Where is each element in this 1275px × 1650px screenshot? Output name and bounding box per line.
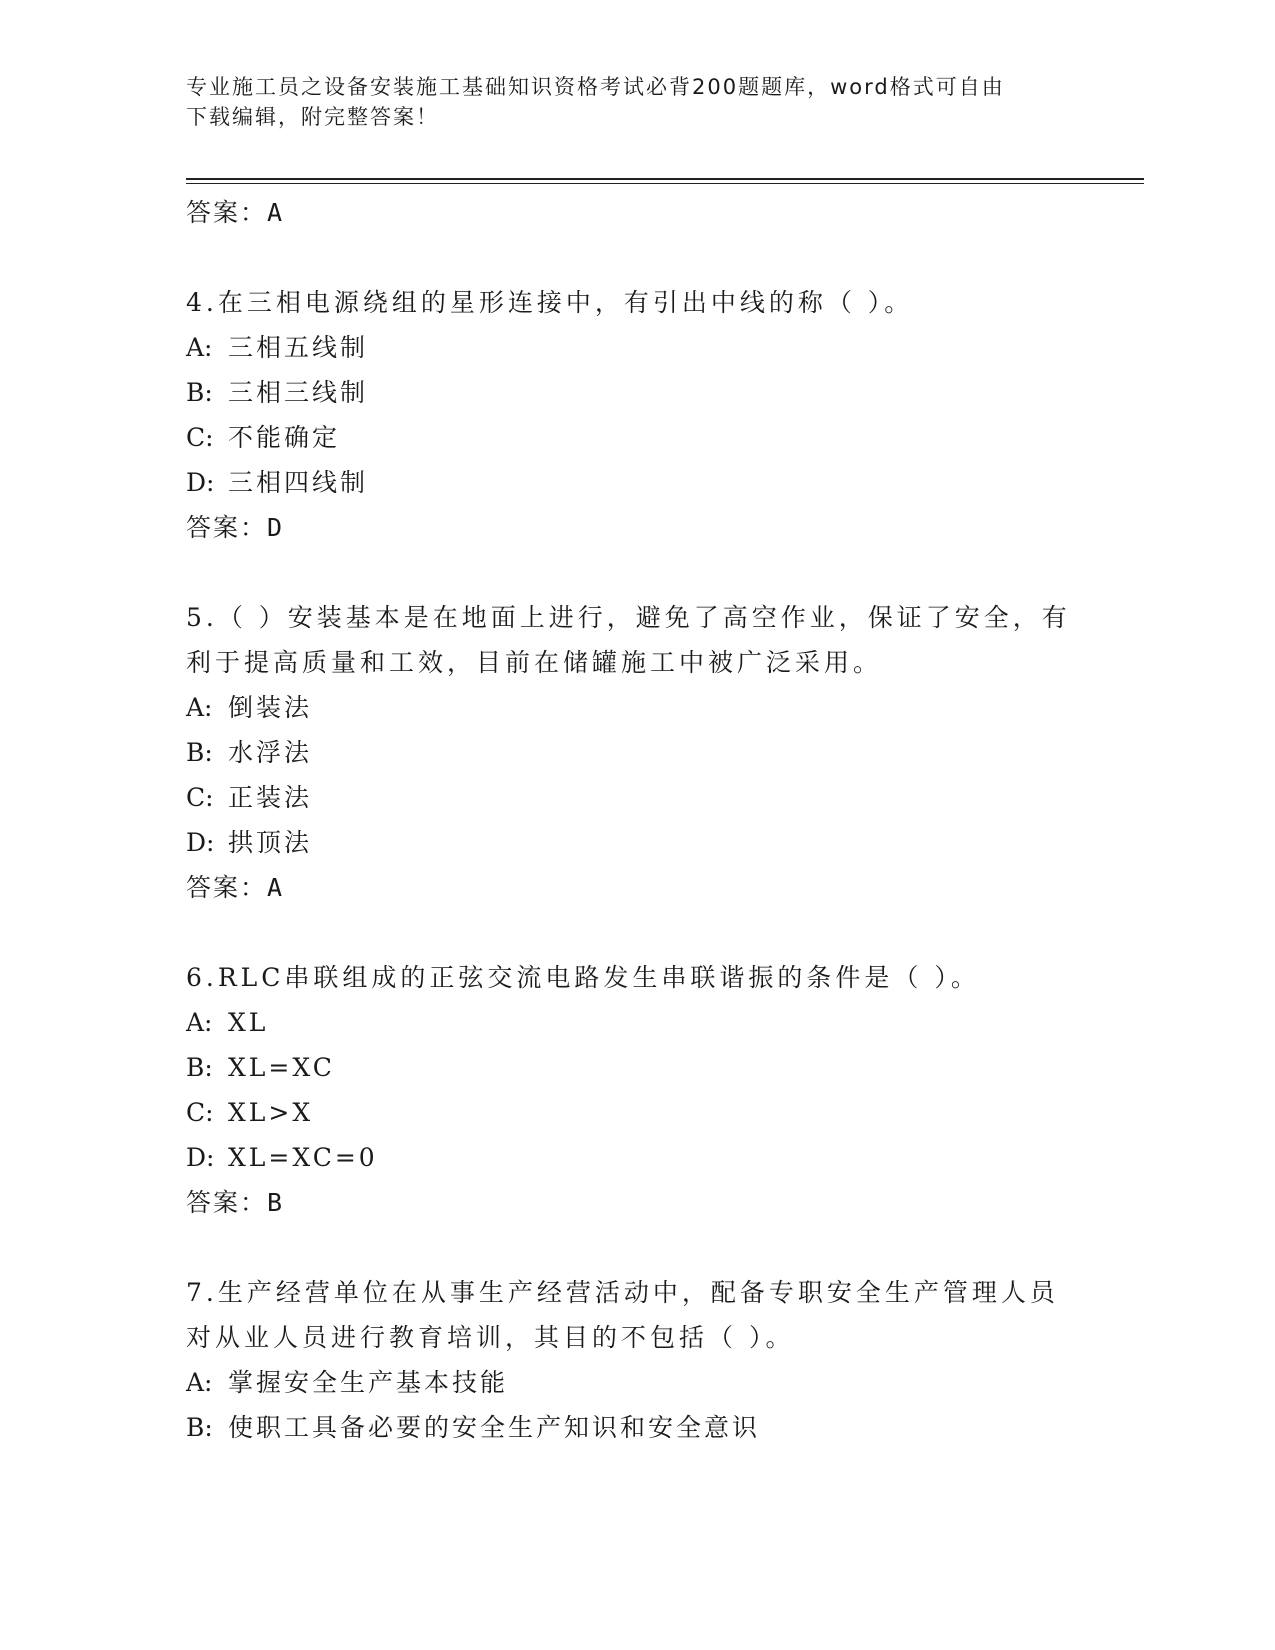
header-rule-thick — [186, 178, 1144, 180]
option-key: A: — [186, 1008, 213, 1037]
question-line: 利于提高质量和工效，目前在储罐施工中被广泛采用。 — [186, 648, 883, 677]
option-item — [186, 1360, 1086, 1405]
option-item — [186, 415, 1086, 460]
answer-value: D — [267, 513, 285, 542]
option-text: 水浮法 — [228, 738, 313, 767]
answer-line — [186, 505, 1086, 550]
option-key: B: — [186, 1053, 213, 1082]
question-line: 对从业人员进行教育培训，其目的不包括（ ）。 — [186, 1323, 795, 1352]
option-key: C: — [186, 783, 214, 812]
option-item — [186, 685, 1086, 730]
option-text: 三相三线制 — [228, 378, 369, 407]
option-key: C: — [186, 423, 214, 452]
question-line: 4.在三相电源绕组的星形连接中，有引出中线的称（ ）。 — [186, 288, 914, 317]
document-header — [186, 72, 1066, 132]
option-text: 拱顶法 — [228, 828, 313, 857]
option-text: 三相四线制 — [228, 468, 369, 497]
option-item — [186, 1045, 1086, 1090]
option-text: XL — [228, 1008, 269, 1037]
header-line-2: 下载编辑，附完整答案！ — [186, 105, 439, 129]
answer-value: A — [267, 873, 285, 902]
option-item — [186, 1090, 1086, 1135]
option-key: A: — [186, 333, 213, 362]
option-item — [186, 1405, 1086, 1450]
header-line-1: 专业施工员之设备安装施工基础知识资格考试必背200题题库，word格式可自由 — [186, 75, 1005, 99]
answer-label: 答案： — [186, 1188, 268, 1217]
question-text — [186, 595, 1086, 685]
option-text: 倒装法 — [228, 693, 313, 722]
option-text: 掌握安全生产基本技能 — [228, 1368, 509, 1397]
option-key: A: — [186, 693, 213, 722]
question-block — [186, 280, 1086, 550]
option-key: D: — [186, 468, 215, 497]
question-text — [186, 280, 1086, 325]
option-key: C: — [186, 1098, 214, 1127]
answer-line — [186, 1180, 1086, 1225]
option-item — [186, 370, 1086, 415]
spacer — [186, 1225, 1086, 1270]
option-key: B: — [186, 1413, 213, 1442]
answer-line — [186, 190, 1086, 235]
answer-label: 答案： — [186, 873, 268, 902]
question-block — [186, 955, 1086, 1225]
answer-value: A — [267, 198, 285, 227]
question-block — [186, 595, 1086, 910]
option-item — [186, 820, 1086, 865]
question-block — [186, 1270, 1086, 1450]
option-item — [186, 460, 1086, 505]
spacer — [186, 235, 1086, 280]
question-text — [186, 1270, 1086, 1360]
option-item — [186, 1000, 1086, 1045]
option-text: XL=XC=0 — [228, 1143, 378, 1172]
answer-label: 答案： — [186, 198, 268, 227]
option-key: A: — [186, 1368, 213, 1397]
spacer — [186, 910, 1086, 955]
option-text: 正装法 — [228, 783, 313, 812]
spacer — [186, 550, 1086, 595]
answer-line — [186, 865, 1086, 910]
option-text: XL>X — [228, 1098, 314, 1127]
question-line: 6.RLC串联组成的正弦交流电路发生串联谐振的条件是（ ）。 — [186, 963, 980, 992]
option-text: XL=XC — [228, 1053, 335, 1082]
option-key: B: — [186, 378, 213, 407]
answer-label: 答案： — [186, 513, 268, 542]
option-text: 使职工具备必要的安全生产知识和安全意识 — [228, 1413, 761, 1442]
option-item — [186, 775, 1086, 820]
question-text — [186, 955, 1086, 1000]
question-line: 7.生产经营单位在从事生产经营活动中，配备专职安全生产管理人员 — [186, 1278, 1059, 1307]
option-text: 不能确定 — [228, 423, 341, 452]
option-item — [186, 730, 1086, 775]
option-item — [186, 325, 1086, 370]
option-text: 三相五线制 — [228, 333, 369, 362]
option-item — [186, 1135, 1086, 1180]
option-key: D: — [186, 1143, 215, 1172]
question-line: 5.（ ）安装基本是在地面上进行，避免了高空作业，保证了安全，有 — [186, 603, 1071, 632]
option-key: B: — [186, 738, 213, 767]
header-rule-thin — [186, 183, 1144, 184]
question-list — [186, 190, 1086, 1450]
option-key: D: — [186, 828, 215, 857]
answer-value: B — [267, 1188, 285, 1217]
